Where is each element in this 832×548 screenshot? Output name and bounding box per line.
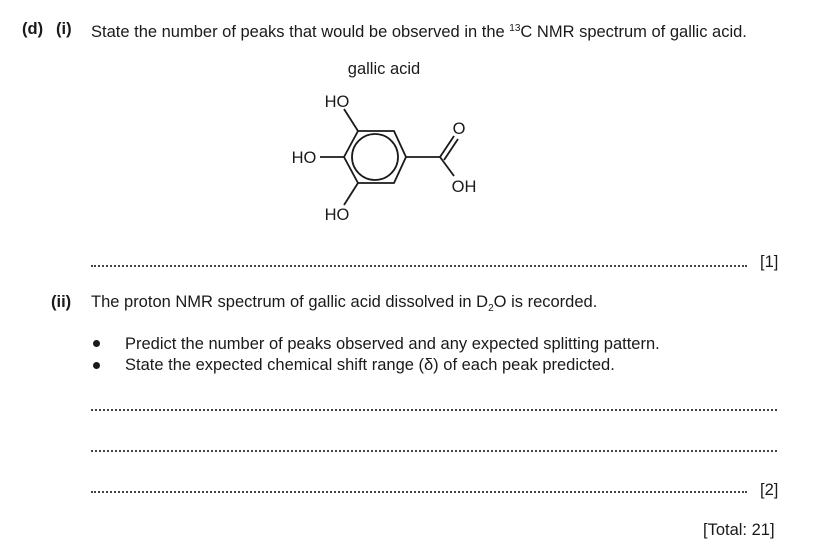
- total-marks: [Total: 21]: [703, 521, 775, 539]
- bullet-2-icon: [93, 362, 100, 369]
- acid-hydroxyl: OH: [451, 178, 477, 196]
- bullet-2-text: State the expected chemical shift range (δ) of each peak predicted.: [125, 356, 615, 374]
- bullet-1-icon: [93, 340, 100, 347]
- question-d-i-pre: State the number of peaks that would be observed in the: [91, 23, 510, 41]
- part-ii-label: (ii): [51, 293, 72, 311]
- mark-ii: [2]: [760, 481, 779, 499]
- bullet-1-text: Predict the number of peaks observed and any expected splitting pattern.: [125, 335, 660, 353]
- substituent-top-ho: HO: [324, 93, 350, 111]
- compound-name: gallic acid: [347, 60, 421, 78]
- substituent-bottom-ho: HO: [324, 206, 350, 224]
- gallic-acid-structure: [0, 0, 832, 240]
- question-d-i-post: C NMR spectrum of gallic acid.: [520, 23, 747, 41]
- benzene-ring: [320, 109, 458, 205]
- answer-line-ii-2[interactable]: [91, 450, 777, 452]
- isotope-superscript: 13: [509, 23, 521, 34]
- question-ii-pre: The proton NMR spectrum of gallic acid dissolved in D: [91, 293, 489, 311]
- part-i-label: (i): [56, 20, 72, 38]
- substituent-left-ho: HO: [291, 149, 317, 167]
- mark-d-i: [1]: [760, 253, 779, 271]
- answer-line-ii-3[interactable]: [91, 491, 747, 493]
- part-d-label: (d): [22, 20, 44, 38]
- answer-line-d-i[interactable]: [91, 265, 747, 267]
- solvent-subscript: 2: [488, 303, 494, 314]
- answer-line-ii-1[interactable]: [91, 409, 777, 411]
- question-ii: [91, 292, 597, 319]
- question-ii-post: O is recorded.: [493, 293, 598, 311]
- carbonyl-oxygen: O: [452, 120, 466, 138]
